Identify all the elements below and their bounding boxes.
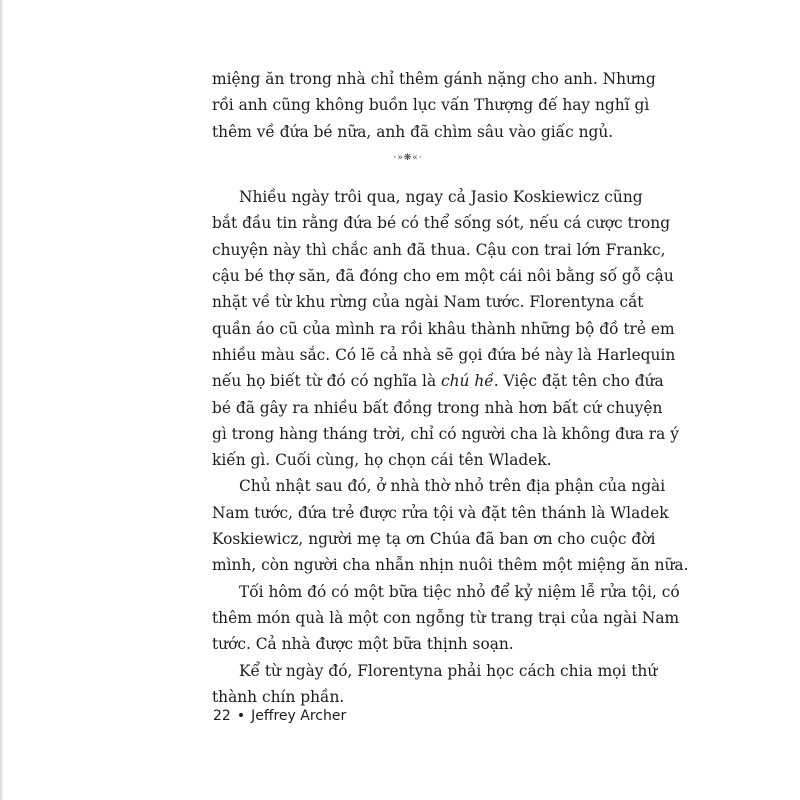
- paragraph: [212, 579, 680, 658]
- text-line: miệng ăn trong nhà chỉ thêm gánh nặng cho anh. Nhưng: [212, 70, 656, 88]
- text-line: chuyện này thì chắc anh đã thua. Cậu con trai lớn Frankc,: [212, 240, 666, 259]
- author-name: Jeffrey Archer: [251, 708, 347, 724]
- paragraph: [212, 66, 656, 145]
- text-line: Tối hôm đó có một bữa tiệc nhỏ để kỷ niệm lễ rửa tội, có: [239, 582, 680, 601]
- text-line: cậu bé thợ săn, đã đóng cho em một cái nôi bằng số gỗ cậu: [212, 267, 674, 286]
- footer-separator: •: [236, 708, 246, 724]
- text-line: Chủ nhật sau đó, ở nhà thờ nhỏ trên địa phận của ngài: [239, 477, 666, 496]
- text-line: kiến gì. Cuối cùng, họ chọn cái tên Wladek.: [212, 451, 552, 470]
- section-break-ornament-icon: ·»❋«·: [393, 152, 423, 163]
- italic-term: chú hề: [441, 372, 494, 391]
- paragraph: [212, 473, 689, 578]
- text-line: nhặt về từ khu rừng của ngài Nam tước. Florentyna cắt: [212, 293, 644, 312]
- text-line: tước. Cả nhà được một bữa thịnh soạn.: [212, 635, 514, 654]
- text-line: rồi anh cũng không buồn lục vấn Thượng đế hay nghĩ gì: [212, 96, 650, 115]
- text-line: bé đã gây ra nhiều bất đồng trong nhà hơn bất cứ chuyện: [212, 398, 663, 417]
- body-text: [212, 66, 689, 710]
- text-line: Nam tước, đứa trẻ được rửa tội và đặt tên thánh là Wladek: [212, 503, 669, 522]
- section-gap: [212, 171, 604, 184]
- text-line: bắt đầu tin rằng đứa bé có thể sống sót, nếu cá cược trong: [212, 214, 671, 233]
- text-line: nếu họ biết từ đó có nghĩa là chú hề. Việc đặt tên cho đứa: [212, 372, 664, 391]
- text-line: Nhiều ngày trôi qua, ngay cả Jasio Koskiewicz cũng: [239, 188, 643, 207]
- paragraph: [212, 658, 658, 711]
- page-number: 22: [213, 708, 231, 724]
- text-line: thêm về đứa bé nữa, anh đã chìm sâu vào giấc ngủ.: [212, 122, 614, 141]
- scan-edge: [0, 0, 3, 800]
- text-line: nhiều màu sắc. Có lẽ cả nhà sẽ gọi đứa bé này là Harlequin: [212, 345, 676, 364]
- text-line: Kể từ ngày đó, Florentyna phải học cách chia mọi thứ: [239, 661, 658, 680]
- text-line: quần áo cũ của mình ra rồi khâu thành những bộ đồ trẻ em: [212, 319, 675, 338]
- page-footer: [213, 708, 346, 724]
- text-line: gì trong hàng tháng trời, chỉ có người cha là không đưa ra ý: [212, 424, 679, 443]
- text-line: thêm món quà là một con ngỗng từ trang trại của ngài Nam: [212, 608, 680, 627]
- text-line: mình, còn người cha nhẫn nhịn nuôi thêm một miệng ăn nữa.: [212, 556, 689, 575]
- paragraph: [212, 184, 679, 473]
- text-line: thành chín phần.: [212, 687, 345, 706]
- text-line: Koskiewicz, người mẹ tạ ơn Chúa đã ban ơn cho cuộc đời: [212, 530, 656, 549]
